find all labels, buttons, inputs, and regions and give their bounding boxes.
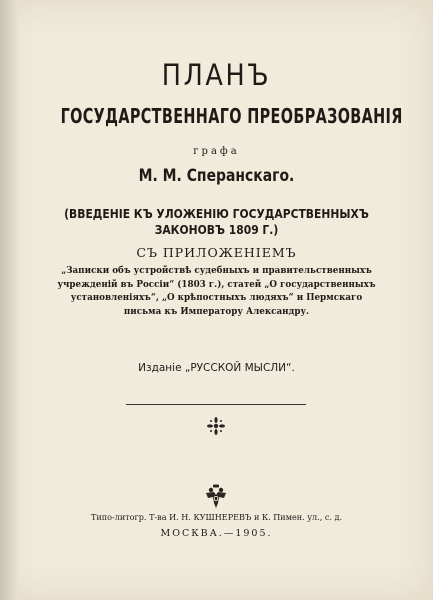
appendix-line-2: учрежденій въ Россіи“ (1803 г.), статей „О государственныхъ [57,278,376,290]
appendix-line-3: установленіяхъ“, „О крѣпостныхъ людяхъ“ и Пермскаго [70,292,363,303]
imprint-line: Типо-литогр. Т-ва И. Н. КУШНЕРЕВЪ и К. Пимен. ул., с. д. [90,513,343,523]
intro-line-2: ЗАКОНОВЪ 1809 Г.) [154,222,279,237]
appendix-line-1: „Записки объ устройствѣ судебныхъ и правительственныхъ [61,265,372,276]
divider-rule [126,404,306,405]
appendix-line-4: письма къ Императору Александру. [123,305,310,317]
page-edge [0,0,18,600]
appendix-body [17,264,415,318]
appendix-heading: СЪ ПРИЛОЖЕНІЕМЪ [136,245,297,260]
page-title: ПЛАНЪ [161,58,272,92]
double-headed-eagle-icon [204,484,228,510]
grafa-label: графа [193,146,240,157]
fleuron-icon [206,416,226,436]
intro-block [30,206,402,238]
edition-line: Изданіе „РУССКОЙ МЫСЛИ“. [138,362,295,374]
city-year: МОСКВА.—1905. [160,528,273,539]
intro-line-1: (ВВЕДЕНІЕ КЪ УЛОЖЕНІЮ ГОСУДАРСТВЕННЫХЪ [64,206,369,221]
author-name: М. М. Сперанскаго. [138,166,295,186]
page-subtitle: ГОСУДАРСТВЕННАГО ПРЕОБРАЗОВАНІЯ [60,104,403,128]
